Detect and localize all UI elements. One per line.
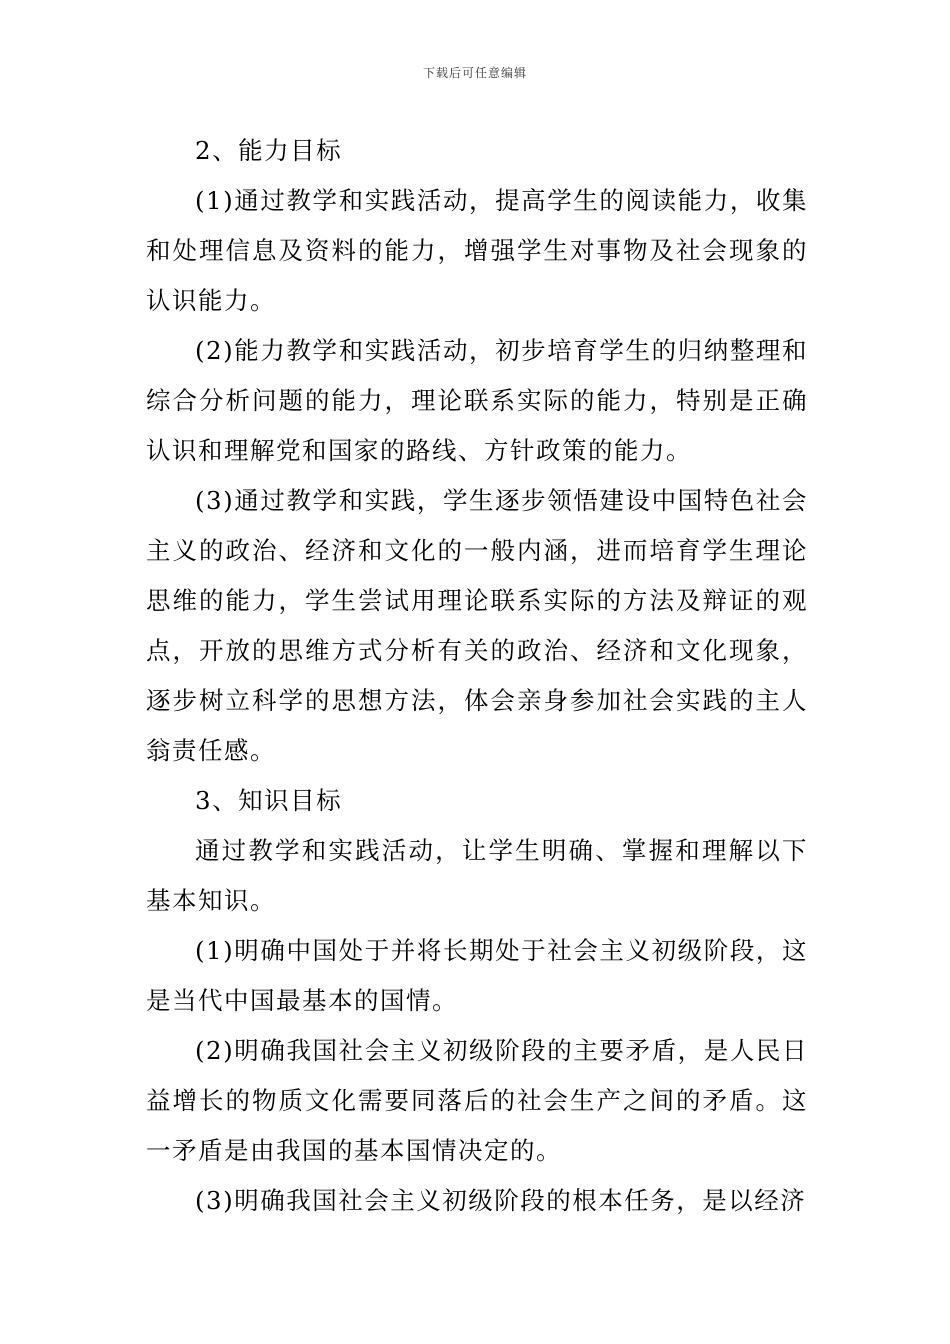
paragraph-knowledge-2: (2)明确我国社会主义初级阶段的主要矛盾，是人民日益增长的物质文化需要同落后的社会生产之间的矛盾。这一矛盾是由我国的基本国情决定的。: [146, 1036, 808, 1165]
paragraph-ability-3: (3)通过教学和实践，学生逐步领悟建设中国特色社会主义的政治、经济和文化的一般内涵，进而培育学生理论思维的能力，学生尝试用理论联系实际的方法及辩证的观点，开放的思维方式分析有关的政治、经济和文化现象，逐步树立科学的思想方法，体会亲身参加社会实践的主人翁责任感。: [146, 486, 808, 765]
paragraph-ability-1: (1)通过教学和实践活动，提高学生的阅读能力，收集和处理信息及资料的能力，增强学生对事物及社会现象的认识能力。: [146, 186, 808, 315]
header-note: 下载后可任意编辑: [422, 66, 527, 80]
paragraph-knowledge-intro: 通过教学和实践活动，让学生明确、掌握和理解以下基本知识。: [146, 836, 808, 915]
section-heading-ability-goals: 2、能力目标: [195, 136, 343, 165]
document-body: [146, 126, 808, 1226]
paragraph-knowledge-3: (3)明确我国社会主义初级阶段的根本任务，是以经济: [195, 1186, 807, 1215]
section-heading-knowledge-goals: 3、知识目标: [195, 786, 343, 815]
paragraph-knowledge-1: (1)明确中国处于并将长期处于社会主义初级阶段，这是当代中国最基本的国情。: [146, 936, 808, 1015]
paragraph-ability-2: (2)能力教学和实践活动，初步培育学生的归纳整理和综合分析问题的能力，理论联系实际的能力，特别是正确认识和理解党和国家的路线、方针政策的能力。: [146, 336, 808, 465]
